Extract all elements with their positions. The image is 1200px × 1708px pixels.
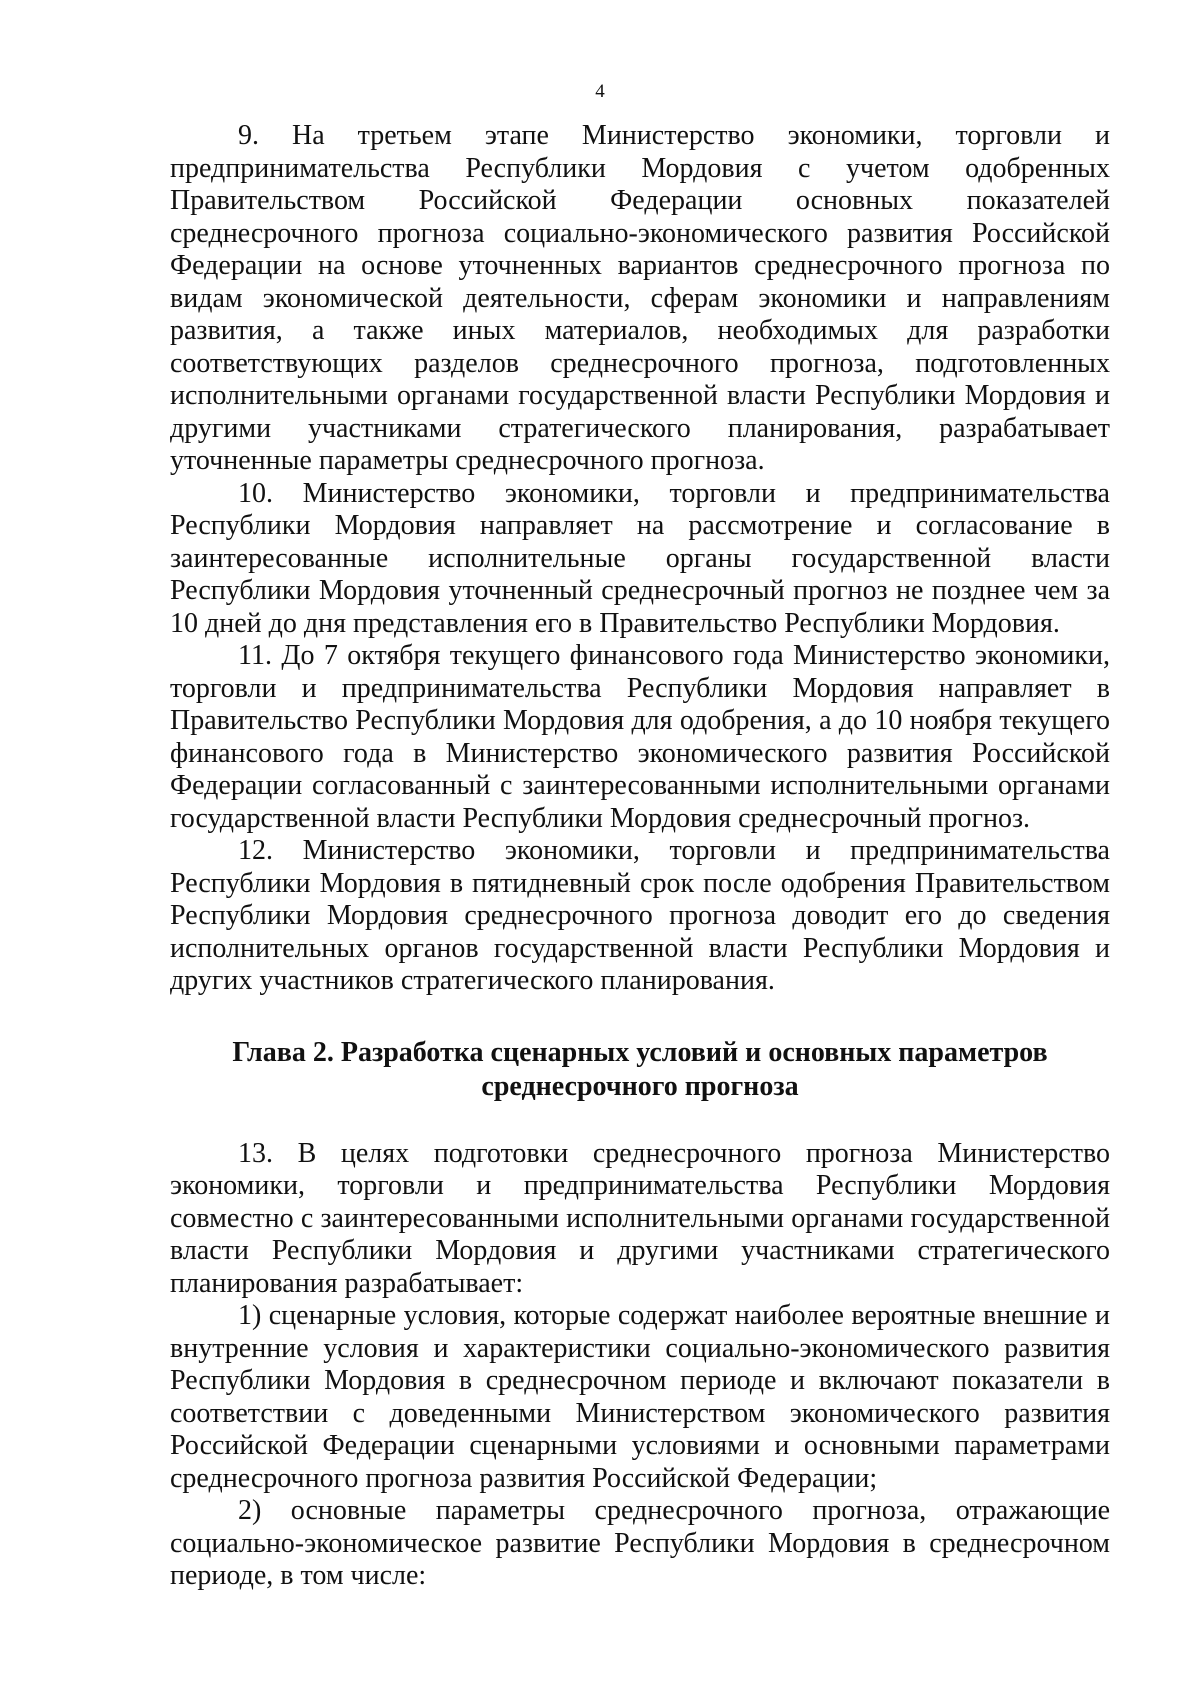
list-item-2: 2) основные параметры среднесрочного прогноза, отражающие социально-экономическое развитие Республики Мордовия в среднесрочном периоде, в том числе: <box>170 1495 1110 1591</box>
document-body <box>170 120 1110 1593</box>
chapter-title <box>170 1036 1110 1104</box>
paragraph-12: 12. Министерство экономики, торговли и предпринимательства Республики Мордовия в пятидневный срок после одобрения Правительством Республики Мордовия среднесрочного прогноза доводит его до сведения исполнительных органов государственной власти Республики Мордовия и других участников стратегического планирования. <box>170 835 1110 996</box>
paragraph-13: 13. В целях подготовки среднесрочного прогноза Министерство экономики, торговли и предпринимательства Республики Мордовия совместно с заинтересованными исполнительными органами государственной власти Республики Мордовия и другими участниками стратегического планирования разрабатывает: <box>170 1137 1110 1299</box>
chapter-title-line-2: среднесрочного прогноза <box>481 1070 799 1102</box>
paragraph-9: 9. На третьем этапе Министерство экономики, торговли и предпринимательства Республики Мордовия с учетом одобренных Правительством Российской Федерации основных показателей среднесрочного прогноза социально-экономического развития Российской Федерации на основе уточненных вариантов среднесрочного прогноза по видам экономической деятельности, сферам экономики и направлениям развития, а также иных материалов, необходимых для разработки соответствующих разделов среднесрочного прогноза, подготовленных исполнительными органами государственной власти Республики Мордовия и другими участниками стратегического планирования, разрабатывает уточненные параметры среднесрочного прогноза. <box>170 120 1110 476</box>
page-number: 4 <box>595 81 605 102</box>
list-item-1: 1) сценарные условия, которые содержат наиболее вероятные внешние и внутренние условия и характеристики социально-экономического развития Республики Мордовия в среднесрочном периоде и включают показатели в соответствии с доведенными Министерством экономического развития Российской Федерации сценарными условиями и основными параметрами среднесрочного прогноза развития Российской Федерации; <box>170 1300 1110 1494</box>
chapter-title-line-1: Глава 2. Разработка сценарных условий и основных параметров <box>232 1036 1048 1068</box>
paragraph-11: 11. До 7 октября текущего финансового года Министерство экономики, торговли и предпринимательства Республики Мордовия направляет в Правительство Республики Мордовия для одобрения, а до 10 ноября текущего финансового года в Министерство экономического развития Российской Федерации согласованный с заинтересованными исполнительными органами государственной власти Республики Мордовия среднесрочный прогноз. <box>170 640 1110 834</box>
paragraph-10: 10. Министерство экономики, торговли и предпринимательства Республики Мордовия направляет на рассмотрение и согласование в заинтересованные исполнительные органы государственной власти Республики Мордовия уточненный среднесрочный прогноз не позднее чем за 10 дней до дня представления его в Правительство Республики Мордовия. <box>170 477 1110 639</box>
